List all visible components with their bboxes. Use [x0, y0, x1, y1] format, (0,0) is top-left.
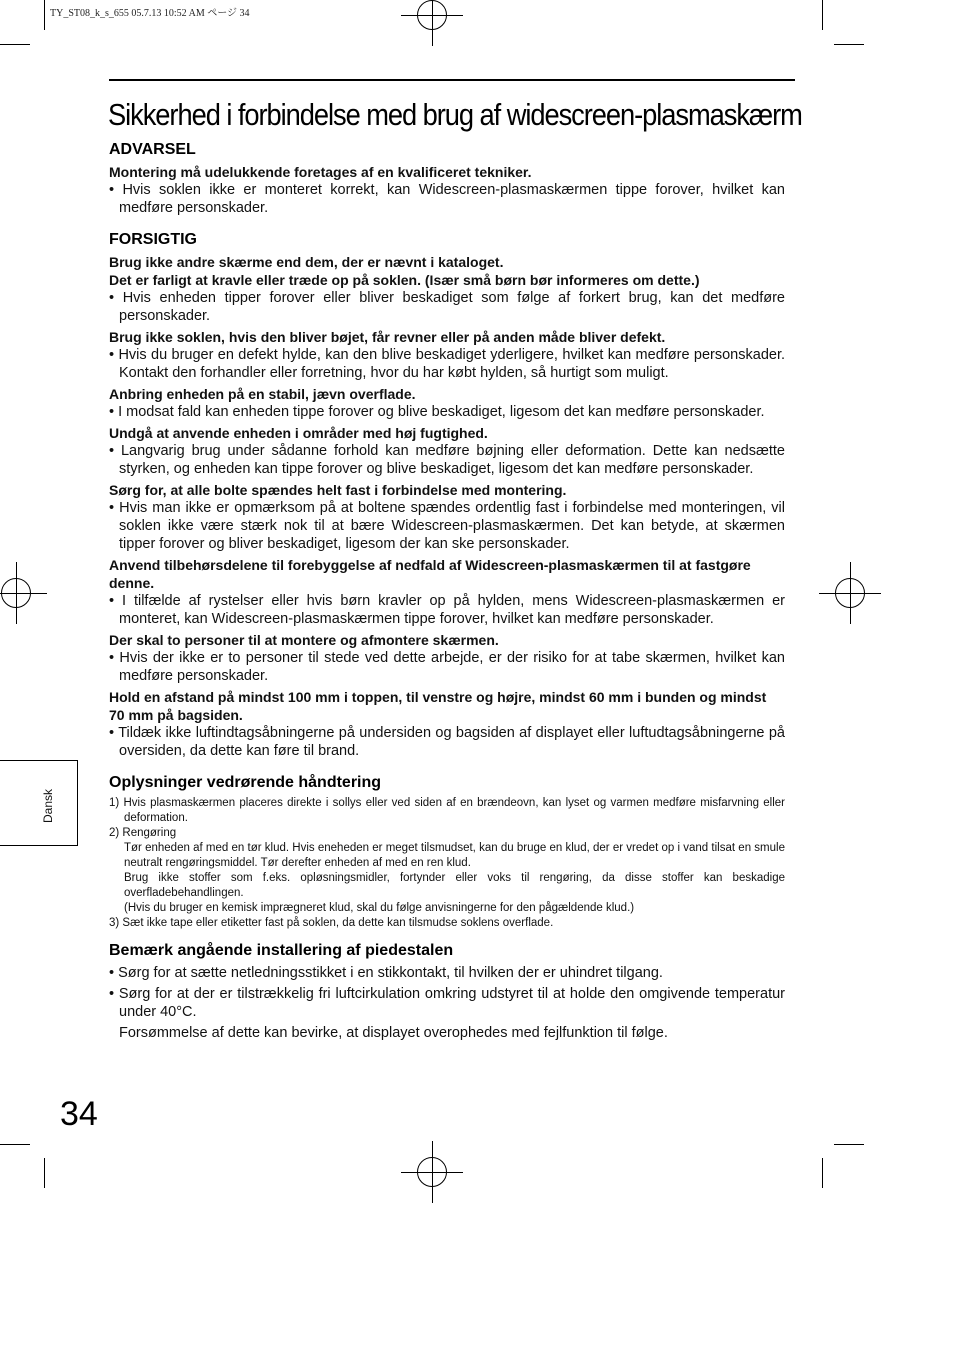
crop-mark: [44, 1158, 45, 1188]
forsigtig-bullet: • Hvis enheden tipper forover eller bliver beskadiget som følge af forkert brug, kan det medføre personskader.: [109, 289, 785, 325]
crop-mark: [834, 44, 864, 45]
forsigtig-bullet: • Langvarig brug under sådanne forhold kan medføre bøjning eller deformation. Dette kan nedsætte styrken, og enheden kan tippe forover og blive beskadiget, ligesom det kan medføre personskader.: [109, 442, 785, 478]
language-tab-label: Dansk: [41, 788, 55, 824]
forsigtig-bold: Undgå at anvende enheden i områder med høj fugtighed.: [109, 425, 488, 441]
advarsel-heading: ADVARSEL: [109, 141, 196, 158]
handling-heading: Oplysninger vedrørende håndtering: [109, 774, 382, 791]
forsigtig-heading: FORSIGTIG: [109, 231, 197, 248]
registration-mark-icon: [835, 578, 865, 608]
installation-bullet: • Sørg for at der er tilstrækkelig fri luftcirkulation omkring udstyret til at holde den omgivende temperatur under 40°C.: [109, 985, 785, 1021]
crop-mark: [44, 0, 45, 30]
registration-mark-icon: [1, 578, 31, 608]
forsigtig-bold: Anvend tilbehørsdelene til forebyggelse af nedfald af Widescreen-plasmaskærmen til at fastgøre denne.: [109, 557, 751, 591]
installation-section: [109, 941, 785, 1042]
installation-bullet: • Sørg for at sætte netledningsstikket i en stikkontakt, til hvilken der er uhindret tilgang.: [109, 964, 785, 982]
handling-paragraph: (Hvis du bruger en kemisk imprægneret klud, skal du følge anvisningerne for den pågældende klud.): [124, 902, 635, 914]
forsigtig-bullet: • Hvis du bruger en defekt hylde, kan den blive beskadiget yderligere, hvilket kan medføre personskader. Kontakt den forhandler eller forretning, hvor du har købt hylden, så hurtigt som muligt.: [109, 346, 785, 382]
forsigtig-bullet: • Hvis der ikke er to personer til stede ved dette arbejde, er der risiko for at tabe skærmen, hvilket kan medføre personskader.: [109, 649, 785, 685]
handling-section: [109, 773, 785, 931]
page-number: 34: [60, 1095, 98, 1133]
crop-mark: [834, 1144, 864, 1145]
forsigtig-bold: Brug ikke andre skærme end dem, der er nævnt i kataloget.: [109, 254, 504, 270]
print-slug: TY_ST08_k_s_655 05.7.13 10:52 AM ページ 34: [50, 8, 250, 19]
forsigtig-bold: Brug ikke soklen, hvis den bliver bøjet, får revner eller på anden måde bliver defekt.: [109, 329, 666, 345]
registration-mark-icon: [417, 1157, 447, 1187]
forsigtig-bullet: • Tildæk ikke luftindtagsåbningerne på undersiden og bagsiden af displayet eller luftudtagsåbningerne på oversiden, da dette kan føre til brand.: [109, 724, 785, 760]
forsigtig-bold: Hold en afstand på mindst 100 mm i toppen, til venstre og højre, mindst 60 mm i bunden og mindst 70 mm på bagsiden.: [109, 689, 767, 723]
crop-mark: [822, 1158, 823, 1188]
handling-item: 1) Hvis plasmaskærmen placeres direkte i sollys eller ved siden af en brændeovn, kan lyset og varmen medføre misfarvning eller deformation.: [109, 797, 785, 824]
handling-paragraph: Brug ikke stoffer som f.eks. opløsningsmidler, fortynder eller voks til rengøring, da disse stoffer kan beskadige overfladebehandlingen.: [124, 872, 785, 899]
forsigtig-bold: Der skal to personer til at montere og afmontere skærmen.: [109, 632, 499, 648]
forsigtig-bullet: • Hvis man ikke er opmærksom på at boltene spændes ordentlig fast i forbindelse med monteringen, vil soklen ikke være stærk nok til at bære Widescreen-plasmaskærmen. Det kan betyde, at skærmen tipper forover og bliver beskadiget, ligesom der kan ske personskader.: [109, 499, 785, 553]
forsigtig-bullet: • I tilfælde af rystelser eller hvis børn kravler op på hylden, mens Widescreen-plasmaskærmen er monteret, kan Widescreen-plasmaskærmen tippe forover, hvilket kan medføre personskader.: [109, 592, 785, 628]
page-title: Sikkerhed i forbindelse med brug af widescreen-plasmaskærm: [108, 97, 802, 132]
forsigtig-section: [109, 230, 785, 760]
handling-paragraph: Tør enheden af med en tør klud. Hvis eneheden er meget tilsmudset, kan du bruge en klud, der er vredet op i vand tilsat en smule neutralt rengøringsmiddel. Tør derefter enheden af med en ren klud.: [124, 842, 785, 869]
page-content: [108, 96, 802, 1042]
advarsel-section: [109, 140, 785, 217]
forsigtig-bold: Anbring enheden på en stabil, jævn overflade.: [109, 386, 416, 402]
crop-mark: [0, 1144, 30, 1145]
crop-mark: [822, 0, 823, 30]
installation-note: Forsømmelse af dette kan bevirke, at displayet overophedes med fejlfunktion til følge.: [119, 1025, 668, 1041]
forsigtig-bold: Det er farligt at kravle eller træde op på soklen. (Især små børn bør informeres om dette.): [109, 272, 700, 288]
language-tab: [0, 760, 78, 846]
advarsel-bold: Montering må udelukkende foretages af en kvalificeret tekniker.: [109, 164, 532, 180]
top-rule: [109, 79, 795, 81]
handling-item-title: 2) Rengøring: [109, 827, 177, 839]
forsigtig-bold: Sørg for, at alle bolte spændes helt fast i forbindelse med montering.: [109, 482, 567, 498]
handling-item: 3) Sæt ikke tape eller etiketter fast på soklen, da dette kan tilsmudse soklens overflade.: [109, 917, 554, 929]
registration-mark-icon: [417, 0, 447, 30]
advarsel-bullet: • Hvis soklen ikke er monteret korrekt, kan Widescreen-plasmaskærmen tippe forover, hvilket kan medføre personskader.: [109, 181, 785, 217]
forsigtig-bullet: • I modsat fald kan enheden tippe forover og blive beskadiget, ligesom det kan medføre personskader.: [109, 403, 785, 421]
crop-mark: [0, 44, 30, 45]
installation-heading: Bemærk angående installering af piedestalen: [109, 942, 454, 959]
